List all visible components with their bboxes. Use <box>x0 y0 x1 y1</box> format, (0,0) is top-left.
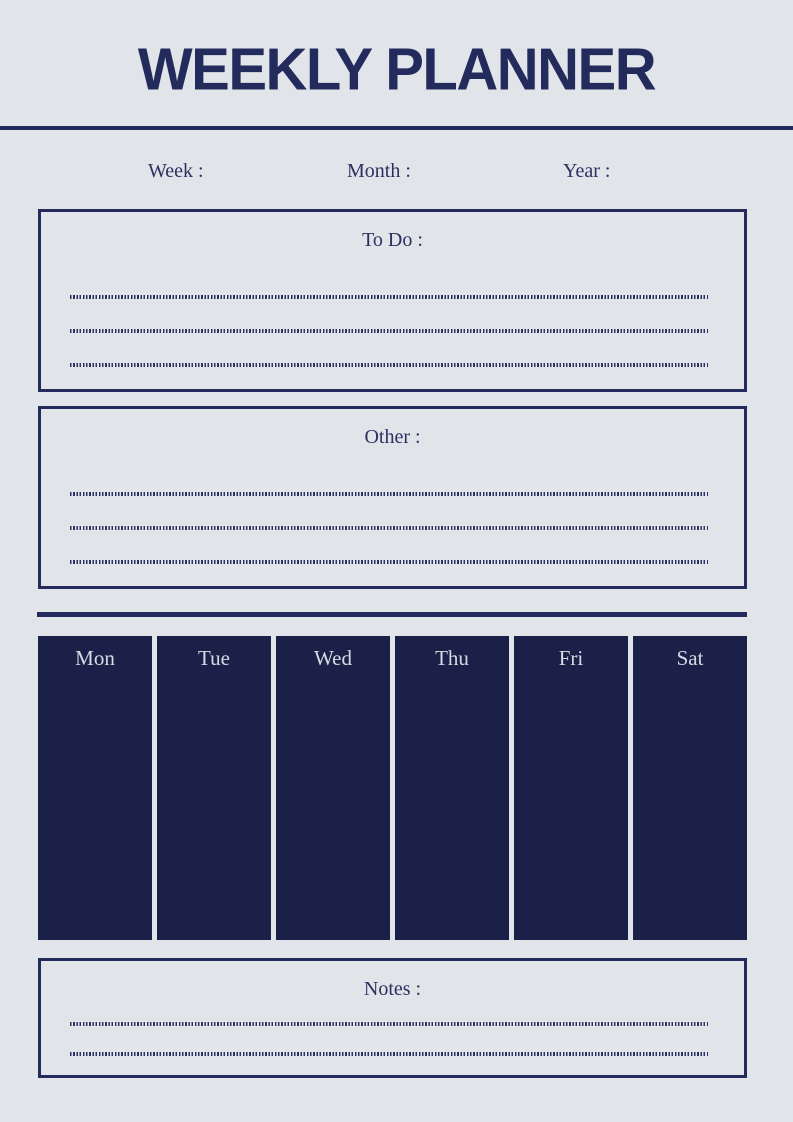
week-grid <box>38 636 747 940</box>
day-label-thu: Thu <box>435 646 469 670</box>
other-line-1[interactable] <box>70 492 708 496</box>
day-writing-area-thu[interactable] <box>395 671 509 940</box>
page-title: WEEKLY PLANNER <box>137 36 656 103</box>
day-label-sat: Sat <box>676 646 704 670</box>
notes-section-label: Notes : <box>363 978 422 1000</box>
todo-line-2[interactable] <box>70 329 708 333</box>
week-field-label: Week : <box>148 160 204 182</box>
day-label-mon: Mon <box>75 646 115 670</box>
todo-section-label: To Do : <box>362 229 423 251</box>
day-writing-area-wed[interactable] <box>276 671 390 940</box>
todo-section <box>38 209 747 392</box>
year-field-label: Year : <box>563 160 611 182</box>
day-column-wed <box>276 636 390 940</box>
notes-line-2[interactable] <box>70 1052 708 1056</box>
other-section <box>38 406 747 589</box>
month-field-label: Month : <box>347 160 411 182</box>
day-label-wed: Wed <box>314 646 352 670</box>
other-line-3[interactable] <box>70 560 708 564</box>
day-writing-area-fri[interactable] <box>514 671 628 940</box>
day-column-tue <box>157 636 271 940</box>
title-divider <box>0 126 793 130</box>
day-column-mon <box>38 636 152 940</box>
day-label-fri: Fri <box>558 646 584 670</box>
day-column-thu <box>395 636 509 940</box>
day-writing-area-sat[interactable] <box>633 671 747 940</box>
day-writing-area-mon[interactable] <box>38 671 152 940</box>
day-column-fri <box>514 636 628 940</box>
todo-line-1[interactable] <box>70 295 708 299</box>
other-line-2[interactable] <box>70 526 708 530</box>
other-section-label: Other : <box>364 426 421 448</box>
todo-line-3[interactable] <box>70 363 708 367</box>
notes-line-1[interactable] <box>70 1022 708 1026</box>
day-column-sat <box>633 636 747 940</box>
section-divider <box>37 612 747 617</box>
notes-section <box>38 958 747 1078</box>
day-label-tue: Tue <box>198 646 230 670</box>
day-writing-area-tue[interactable] <box>157 671 271 940</box>
